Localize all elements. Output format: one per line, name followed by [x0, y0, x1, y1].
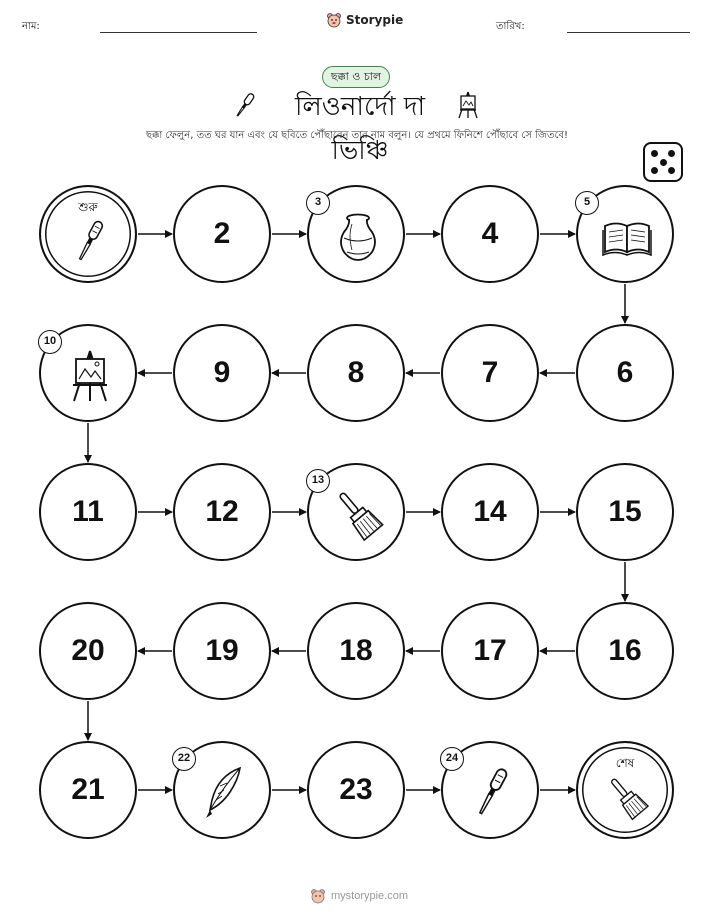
- square-number: 4: [481, 217, 499, 250]
- start-square: [39, 185, 137, 283]
- square-number: 21: [71, 773, 105, 806]
- board-square: [576, 324, 674, 422]
- square-number: 8: [347, 356, 365, 389]
- start-label: শুরু: [78, 200, 98, 214]
- brand-name: Storypie: [346, 13, 404, 27]
- footer-url[interactable]: mystorypie.com: [331, 890, 409, 902]
- footer: [310, 888, 408, 904]
- brush-icon: [603, 773, 651, 821]
- chisel-icon: [66, 217, 114, 265]
- page-title: লিওনার্দো দা ভিঞ্চি: [294, 92, 426, 166]
- bear-mascot-icon: [310, 888, 326, 904]
- finish-label: শেষ: [615, 756, 635, 770]
- square-number: 14: [473, 495, 507, 528]
- square-number-badge: 5: [575, 191, 599, 215]
- square-number: 7: [481, 356, 499, 389]
- board-square: [39, 324, 137, 422]
- easel-icon: [62, 347, 118, 403]
- board-square: [307, 324, 405, 422]
- quill-icon: [196, 764, 252, 820]
- square-number-badge: 3: [306, 191, 330, 215]
- name-label: নাম:: [22, 21, 40, 32]
- square-number: 2: [213, 217, 231, 250]
- square-number: 18: [339, 634, 373, 667]
- board-square: [441, 602, 539, 700]
- board-square: [441, 741, 539, 839]
- board-square: [441, 463, 539, 561]
- board-square: [39, 602, 137, 700]
- square-number: 9: [213, 356, 231, 389]
- board-square: [173, 324, 271, 422]
- square-number: 6: [616, 356, 634, 389]
- chisel-icon: [464, 764, 520, 820]
- square-number: 15: [608, 495, 642, 528]
- square-number: 11: [72, 495, 104, 528]
- board-square: [441, 185, 539, 283]
- board-square: [173, 463, 271, 561]
- finish-square: [576, 741, 674, 839]
- square-number: 20: [71, 634, 105, 667]
- brush-icon: [330, 486, 386, 542]
- game-tag: ছক্কা ও চাল: [322, 66, 390, 88]
- board-square: [307, 185, 405, 283]
- board-square: [173, 185, 271, 283]
- date-label: তারিখ:: [496, 21, 525, 32]
- board-square: [39, 741, 137, 839]
- board-square: [576, 602, 674, 700]
- square-number-badge: 13: [306, 469, 330, 493]
- board-square: [173, 602, 271, 700]
- square-number: 19: [205, 634, 239, 667]
- board-square: [173, 741, 271, 839]
- square-number: 23: [339, 773, 373, 806]
- board-square: [441, 324, 539, 422]
- board-square: [307, 463, 405, 561]
- pot-icon: [330, 208, 386, 264]
- board-square: [39, 463, 137, 561]
- square-number-badge: 22: [172, 747, 196, 771]
- board-square: [307, 741, 405, 839]
- square-number-badge: 24: [440, 747, 464, 771]
- book-icon: [599, 208, 655, 264]
- board-square: [576, 185, 674, 283]
- board-square: [307, 602, 405, 700]
- square-number: 16: [608, 634, 642, 667]
- square-number-badge: 10: [38, 330, 62, 354]
- square-number: 12: [205, 495, 239, 528]
- square-number: 17: [473, 634, 507, 667]
- instructions-text: ছক্কা ফেলুন, তত ঘর যান এবং যে ছবিতে পৌঁছাবেন তার নাম বলুন। যে প্রথমে ফিনিশে পৌঁছাবে সে জিতবে!: [145, 130, 569, 141]
- board-square: [576, 463, 674, 561]
